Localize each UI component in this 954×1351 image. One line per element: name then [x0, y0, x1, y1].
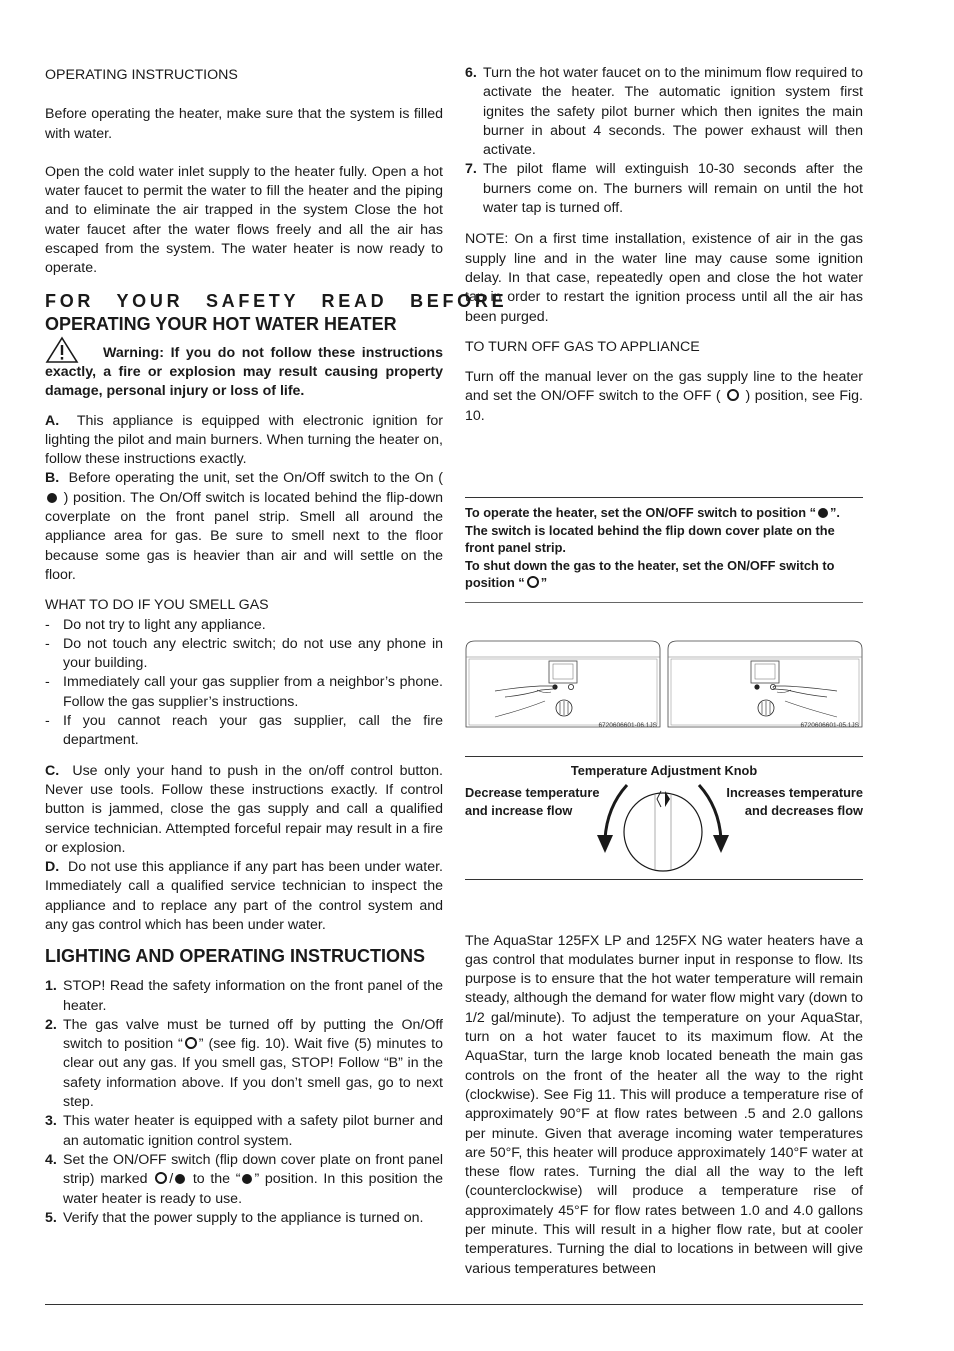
- list-item: - If you cannot reach your gas supplier, call the fire department.: [45, 712, 443, 751]
- smell-gas-list: [45, 616, 443, 751]
- step-3: 3. This water heater is equipped with a safety pilot burner and an automatic ignition control system.: [45, 1113, 443, 1149]
- figure-10-caption: To operate the heater, set the ON/OFF switch to position “ ”. The switch is located behind the flip down cover plate on the front panel strip. To shut down the gas to the heater, set the ON/OFF switch to position “ ”: [465, 497, 863, 592]
- right-column: [465, 64, 863, 1279]
- step-5: 5. Verify that the power supply to the appliance is turned on.: [45, 1209, 424, 1226]
- list-item: - Immediately call your gas supplier from a neighbor’s phone. Follow the gas supplier’s instructions.: [45, 673, 443, 712]
- step-7: 7. The pilot flame will extinguish 10-30 seconds after the burners come on. The burners will remain on until the hot water tap is turned off.: [465, 161, 863, 217]
- step-1: 1. STOP! Read the safety information on the front panel of the heater.: [45, 978, 443, 1014]
- temperature-knob-icon: [589, 781, 739, 875]
- safety-heading: [45, 290, 508, 336]
- figure-code: 6720606601-05.1JS: [800, 722, 859, 730]
- turn-off-text: Turn off the manual lever on the gas supply line to the heater and set the ON/OFF switch to the OFF ( ) position, see Fig. 10.: [465, 369, 864, 424]
- list-item: - Do not touch any electric switch; do not use any phone in your building.: [45, 635, 443, 674]
- figure-code: 6720606601-06.1JS: [598, 722, 657, 730]
- turn-off-heading: TO TURN OFF GAS TO APPLIANCE: [465, 338, 700, 355]
- figure-panel-on: [465, 639, 661, 734]
- knob-left-label: Decrease temperature and increase flow: [465, 784, 600, 818]
- on-position-icon: [175, 1174, 185, 1184]
- knob-title: Temperature Adjustment Knob: [570, 762, 758, 778]
- item-d: D. Do not use this appliance if any part has been under water. Immediately call a qualified service technician to inspect the appliance and to replace any part of the control system and any gas control which has been under water.: [45, 859, 443, 933]
- item-b: B. Before operating the unit, set the On/Off switch to the On ( ) position. The On/Off switch is located behind the flip-down coverplate on the front panel strip. Smell all around the appliance area for gas. Be sure to smell next to the floor because some gas is heavier than air and will settle on the floor.: [45, 470, 443, 583]
- step-6: 6. Turn the hot water faucet on to the minimum flow required to activate the heater. The automatic ignition system first ignites the safety pilot burner which then ignites the main burner in about 4 seconds. The power exhaust will then activate.: [465, 65, 863, 159]
- knob-right-label: Increases temperature and decreases flow: [726, 784, 863, 818]
- left-column: [45, 64, 508, 1228]
- lighting-steps-continued: [465, 64, 863, 218]
- smell-gas-heading: WHAT TO DO IF YOU SMELL GAS: [45, 597, 269, 614]
- on-position-icon: [47, 493, 57, 503]
- operating-instructions-heading: OPERATING INSTRUCTIONS: [45, 67, 238, 83]
- body-paragraph: The AquaStar 125FX LP and 125FX NG water heaters have a gas control that modulates burner input in response to flow. Its purpose is to ensure that the hot water temperature will remain steady, although the demand for water flow might vary (down to 1/2 gal/minute). To adjust the temperature on your AquaStar, turn on a hot water faucet to its maximum flow. At the AquaStar, turn the large knob located beneath the main gas controls on the front of the heater all the way to the right (clockwise). See Fig 11. This will produce a temperature rise of approximately 90°F at flow rates between .5 and 2.0 gallons per minute. Given that average incoming water temperatures are 50°F, this heater will produce approximately 140°F water at these flow rates. Turning the dial all the way to the left (counterclockwise) will produce a temperature rise of approximately 45°F for flow rates between 1.0 and 4.0 gallons per minute. This will result in a higher flow rate, but at cooler temperatures. Turning the dial to locations in between will give various temperatures between: [465, 932, 863, 1277]
- figure-10: [465, 639, 863, 734]
- off-position-icon: [155, 1172, 167, 1184]
- figure-panel-off: [667, 639, 863, 734]
- off-position-icon: [527, 576, 539, 588]
- figure-11-knob: [465, 756, 863, 880]
- warning-block: [45, 344, 443, 402]
- footer-rule: [45, 1304, 863, 1305]
- item-a: A. This appliance is equipped with electronic ignition for lighting the pilot and main burners. When turning the heater on, follow these instructions exactly.: [45, 412, 443, 468]
- off-position-icon: [727, 389, 739, 401]
- item-c: C. Use only your hand to push in the on/off control button. Never use tools. Follow these instructions exactly. If control button is jammed, close the gas supply and call a qualified service technician. Attempted forceful repair may result in a fire or explosion.: [45, 762, 443, 856]
- step-4: 4. Set the ON/OFF switch (flip down cover plate on front panel strip) marked / to the “ ” position. In this position the water heater is ready to use.: [45, 1151, 443, 1207]
- note-paragraph: NOTE: On a first time installation, existence of air in the gas supply line and in the water line may cause some ignition delay. In that case, repeatedly open and close the hot water tap in order to restart the ignition process until all the air has been purged.: [465, 231, 863, 325]
- para-before-operating: Before operating the heater, make sure that the system is filled with water.: [45, 106, 443, 142]
- on-position-icon: [242, 1174, 252, 1184]
- on-position-icon: [818, 508, 828, 518]
- warning-icon: [45, 336, 79, 364]
- step-2: 2. The gas valve must be turned off by putting the On/Off switch to position “ ” (see fig. 10). Wait five (5) minutes to clear out any gas. If you smell gas, STOP! Follow “B” in the safety information above. If you don’t smell gas, go to next step.: [45, 1016, 443, 1111]
- figure-divider: [465, 602, 863, 603]
- para-open-supply: Open the cold water inlet supply to the heater fully. Open a hot water faucet to permit the water to fill the heater and the piping and to eliminate the air trapped in the system Close the hot water faucet after the water flows freely and all the air has escaped from the system. The water heater is now ready to operate.: [45, 163, 443, 277]
- safety-heading-line1: FOR YOUR SAFETY READ BEFORE: [45, 290, 508, 311]
- off-position-icon: [185, 1037, 197, 1049]
- warning-text: Warning: If you do not follow these instructions exactly, a fire or explosion may result causing property damage, personal injury or loss of life.: [45, 344, 443, 400]
- list-item: - Do not try to light any appliance.: [45, 616, 443, 635]
- lighting-steps: [45, 977, 443, 1228]
- lighting-heading: LIGHTING AND OPERATING INSTRUCTIONS: [45, 946, 425, 967]
- safety-heading-line2: OPERATING YOUR HOT WATER HEATER: [45, 313, 397, 334]
